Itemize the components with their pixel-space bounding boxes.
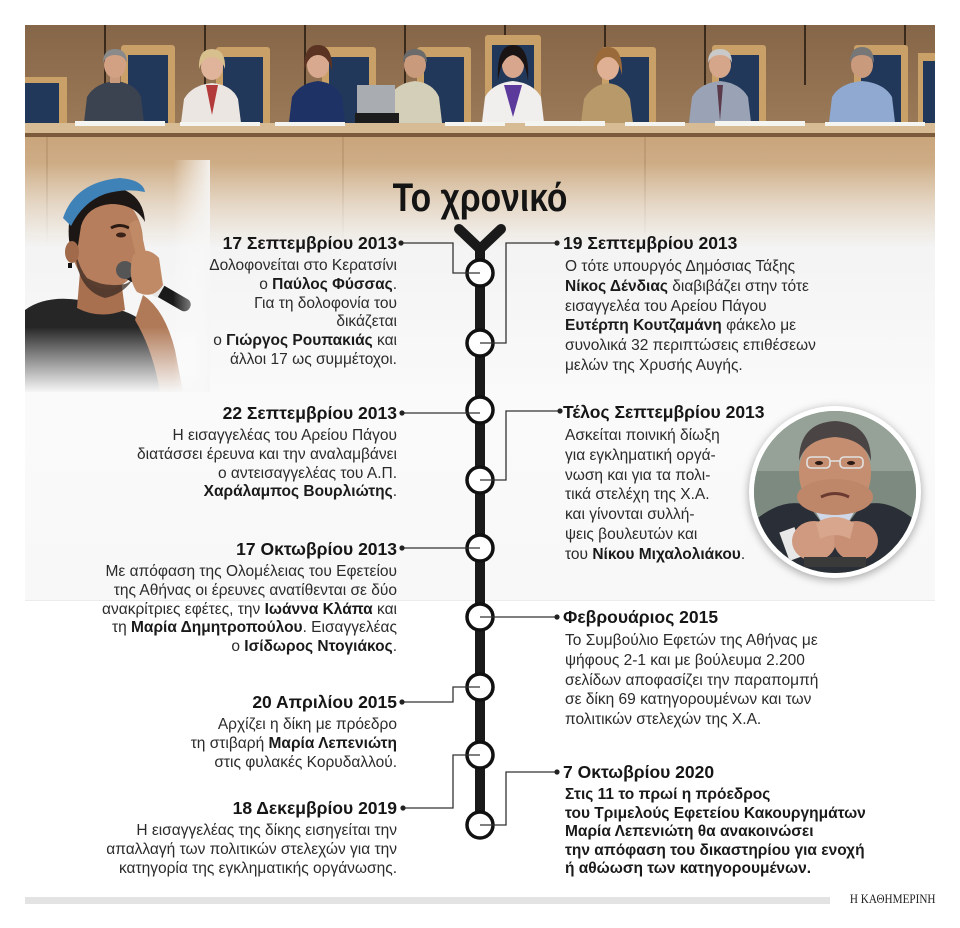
event-date: 7 Οκτωβρίου 2020 xyxy=(563,762,715,782)
text-line xyxy=(565,316,816,336)
event-name-highlight: Ισίδωρος Ντογιάκος xyxy=(244,638,393,656)
text-line xyxy=(137,465,397,484)
event-text: τη xyxy=(111,619,132,637)
dot-icon xyxy=(399,699,404,704)
event-text: Η εισαγγελέας της δίκης εισηγείται την xyxy=(136,822,397,839)
text-line xyxy=(565,651,818,671)
text-line xyxy=(565,545,765,565)
text-line xyxy=(137,483,397,502)
event-text: Με απόφαση της Ολομέλειας του Εφετείου xyxy=(105,563,397,580)
event-text: ο xyxy=(213,332,227,350)
event-name-highlight: Μαρία Δημητροπούλου xyxy=(131,619,303,637)
text-line xyxy=(565,466,765,486)
event-name-highlight: Χαράλαμπος Βουρλιώτης xyxy=(203,483,393,501)
event-text: σε δίκη 69 κατηγορουμένων και των xyxy=(565,691,812,709)
event-text: την απόφαση του δικαστηρίου για ενοχή xyxy=(565,841,865,859)
event-text: διαβιβάζει στην τότε xyxy=(667,277,809,295)
timeline-event xyxy=(106,798,397,878)
text-line xyxy=(565,505,765,525)
event-text: ο xyxy=(259,275,273,293)
text-line xyxy=(137,446,397,465)
dot-icon xyxy=(398,240,403,245)
event-date: 17 Σεπτεμβρίου 2013 xyxy=(222,233,397,253)
text-line xyxy=(565,485,765,505)
text-line xyxy=(565,823,866,842)
event-text: του xyxy=(565,545,593,563)
event-text: και xyxy=(372,600,397,618)
dot-icon xyxy=(554,614,559,619)
event-text: στις φυλακές Κορυδαλλού. xyxy=(214,753,397,771)
event-nodes xyxy=(467,260,493,838)
footer-divider xyxy=(25,897,830,904)
connector-line xyxy=(480,243,557,343)
text-line xyxy=(106,860,397,879)
circular-portrait-image xyxy=(754,411,916,573)
event-date: 19 Σεπτεμβρίου 2013 xyxy=(563,233,738,253)
text-line xyxy=(137,427,397,446)
timeline-event xyxy=(563,607,818,730)
event-description xyxy=(563,786,866,879)
dot-icon xyxy=(399,545,404,550)
text-line xyxy=(209,257,397,276)
event-text: της Αθήνας οι έρευνες ανατίθενται σε δύο xyxy=(113,581,397,599)
event-name-highlight: Νίκος Δένδιας xyxy=(565,277,668,295)
event-description xyxy=(563,631,818,730)
event-text: σελίδων αποφασίζει την παραπομπή xyxy=(565,671,819,689)
event-text: Το Συμβούλιο Εφετών της Αθήνας με xyxy=(565,632,818,649)
text-line xyxy=(102,638,397,657)
event-text: άλλοι 17 ως συμμέτοχοι. xyxy=(229,350,397,368)
event-text: του Τριμελούς Εφετείου Κακουργημάτων xyxy=(565,804,866,822)
text-line xyxy=(565,671,818,691)
event-text: και γίνονται συλλή- xyxy=(565,506,695,524)
event-text: Αρχίζει η δίκη με πρόεδρο xyxy=(217,716,397,733)
text-line xyxy=(565,297,816,317)
text-line xyxy=(102,582,397,601)
text-line xyxy=(565,690,818,710)
event-text: συνολικά 32 περιπτώσεις επιθέσεων xyxy=(565,337,816,355)
text-line xyxy=(106,841,397,860)
text-line xyxy=(209,332,397,351)
timeline-event xyxy=(209,233,397,370)
text-line xyxy=(565,842,866,861)
event-description xyxy=(191,716,397,772)
event-name-highlight: Νίκου Μιχαλολιάκου xyxy=(592,545,741,563)
event-date: 18 Δεκεμβρίου 2019 xyxy=(232,798,397,818)
source-text: Η ΚΑΘΗΜΕΡΙΝΗ xyxy=(849,891,935,906)
event-text: ψήφους 2-1 και με βούλευμα 2.200 xyxy=(565,651,805,669)
portrait-right xyxy=(749,406,921,578)
event-description xyxy=(209,257,397,370)
event-text: ο xyxy=(231,638,245,656)
connector-line xyxy=(480,411,560,480)
circle-node-icon xyxy=(467,397,493,423)
event-name-highlight: Γιώργος Ρουπακιάς xyxy=(226,332,373,350)
source-credit xyxy=(836,892,936,906)
event-text: τικά στελέχη της Χ.Α. xyxy=(565,486,710,504)
event-text: Για τη δολοφονία του xyxy=(254,294,397,312)
event-text: Ασκείται ποινική δίωξη xyxy=(565,427,720,444)
timeline-event xyxy=(137,403,397,502)
event-text: Ο τότε υπουργός Δημόσιας Τάξης xyxy=(565,258,796,275)
event-text: πολιτικών στελεχών της Χ.Α. xyxy=(565,711,762,729)
event-description xyxy=(106,822,397,878)
event-text: Στις 11 το πρωί η πρόεδρος xyxy=(565,786,771,803)
event-text: και xyxy=(372,332,397,350)
event-text: ανακρίτριες εφέτες, την xyxy=(102,600,265,618)
timeline-event xyxy=(563,762,866,879)
text-line xyxy=(209,313,397,332)
event-text: . xyxy=(740,545,746,563)
text-line xyxy=(102,619,397,638)
dot-icon xyxy=(554,769,559,774)
dot-icon xyxy=(554,240,559,245)
dot-icon xyxy=(557,408,562,413)
text-line xyxy=(565,426,765,446)
event-name-highlight: Ιωάννα Κλάπα xyxy=(264,600,373,618)
text-line xyxy=(565,860,866,879)
text-line xyxy=(191,754,397,773)
event-text: Μαρία Λεπενιώτη θα ανακοινώσει xyxy=(565,823,814,841)
text-line xyxy=(565,277,816,297)
text-line xyxy=(102,563,397,582)
dot-icon xyxy=(400,805,405,810)
event-text: . xyxy=(392,638,397,656)
event-date: Τέλος Σεπτεμβρίου 2013 xyxy=(563,402,765,422)
event-text: νωση και για τα πολι- xyxy=(565,466,711,484)
text-line xyxy=(191,716,397,735)
text-line xyxy=(565,710,818,730)
text-line xyxy=(565,356,816,376)
timeline-event xyxy=(102,539,397,657)
event-description xyxy=(102,563,397,657)
event-text: Δολοφονείται στο Κερατσίνι xyxy=(209,257,397,274)
chevron-down-icon xyxy=(459,229,501,249)
event-text: τη στιβαρή xyxy=(190,734,269,752)
dot-icon xyxy=(399,410,404,415)
event-text: κατηγορία της εγκληματικής οργάνωσης. xyxy=(118,859,397,877)
event-text: ψεις βουλευτών και xyxy=(565,525,698,543)
event-text: δικάζεται xyxy=(336,313,397,331)
event-text: . xyxy=(392,275,397,293)
event-text: διατάσσει έρευνα και την αναλαμβάνει xyxy=(137,445,397,463)
text-line xyxy=(565,805,866,824)
event-text: εισαγγελέα του Αρείου Πάγου xyxy=(565,297,767,315)
timeline-event xyxy=(191,692,397,772)
event-description xyxy=(137,427,397,502)
event-date: 22 Σεπτεμβρίου 2013 xyxy=(222,403,397,423)
event-date: Φεβρουάριος 2015 xyxy=(563,607,719,627)
event-text: . xyxy=(392,483,397,501)
text-line xyxy=(102,601,397,620)
event-text: . Εισαγγελέας xyxy=(302,619,397,637)
event-name-highlight: Ευτέρπη Κουτζαμάνη xyxy=(565,317,722,335)
text-line xyxy=(565,631,818,651)
text-line xyxy=(209,351,397,370)
timeline-event xyxy=(563,402,765,565)
text-line xyxy=(565,257,816,277)
timeline-event xyxy=(563,233,816,376)
event-name-highlight: Μαρία Λεπενιώτη xyxy=(268,734,397,752)
title-text: Το χρονικό xyxy=(392,176,568,220)
text-line xyxy=(106,822,397,841)
event-text: ο αντεισαγγελέας του Α.Π. xyxy=(217,464,397,482)
event-name-highlight: Παύλος Φύσσας xyxy=(272,275,393,293)
event-text: φάκελο με xyxy=(721,317,797,335)
event-text: ή αθώωση των κατηγορουμένων. xyxy=(565,860,812,878)
text-line xyxy=(565,446,765,466)
text-line xyxy=(209,276,397,295)
event-description xyxy=(563,426,765,565)
text-line xyxy=(565,336,816,356)
event-text: Η εισαγγελέας του Αρείου Πάγου xyxy=(172,427,397,444)
text-line xyxy=(191,735,397,754)
event-description xyxy=(563,257,816,376)
text-line xyxy=(565,786,866,805)
text-line xyxy=(565,525,765,545)
event-text: απαλλαγή των πολιτικών στελεχών για την xyxy=(106,840,397,858)
event-date: 17 Οκτωβρίου 2013 xyxy=(236,539,397,559)
event-text: για εγκληματική οργά- xyxy=(565,446,716,464)
text-line xyxy=(209,295,397,314)
event-text: μελών της Χρυσής Αυγής. xyxy=(565,356,743,374)
event-date: 20 Απριλίου 2015 xyxy=(252,692,397,712)
